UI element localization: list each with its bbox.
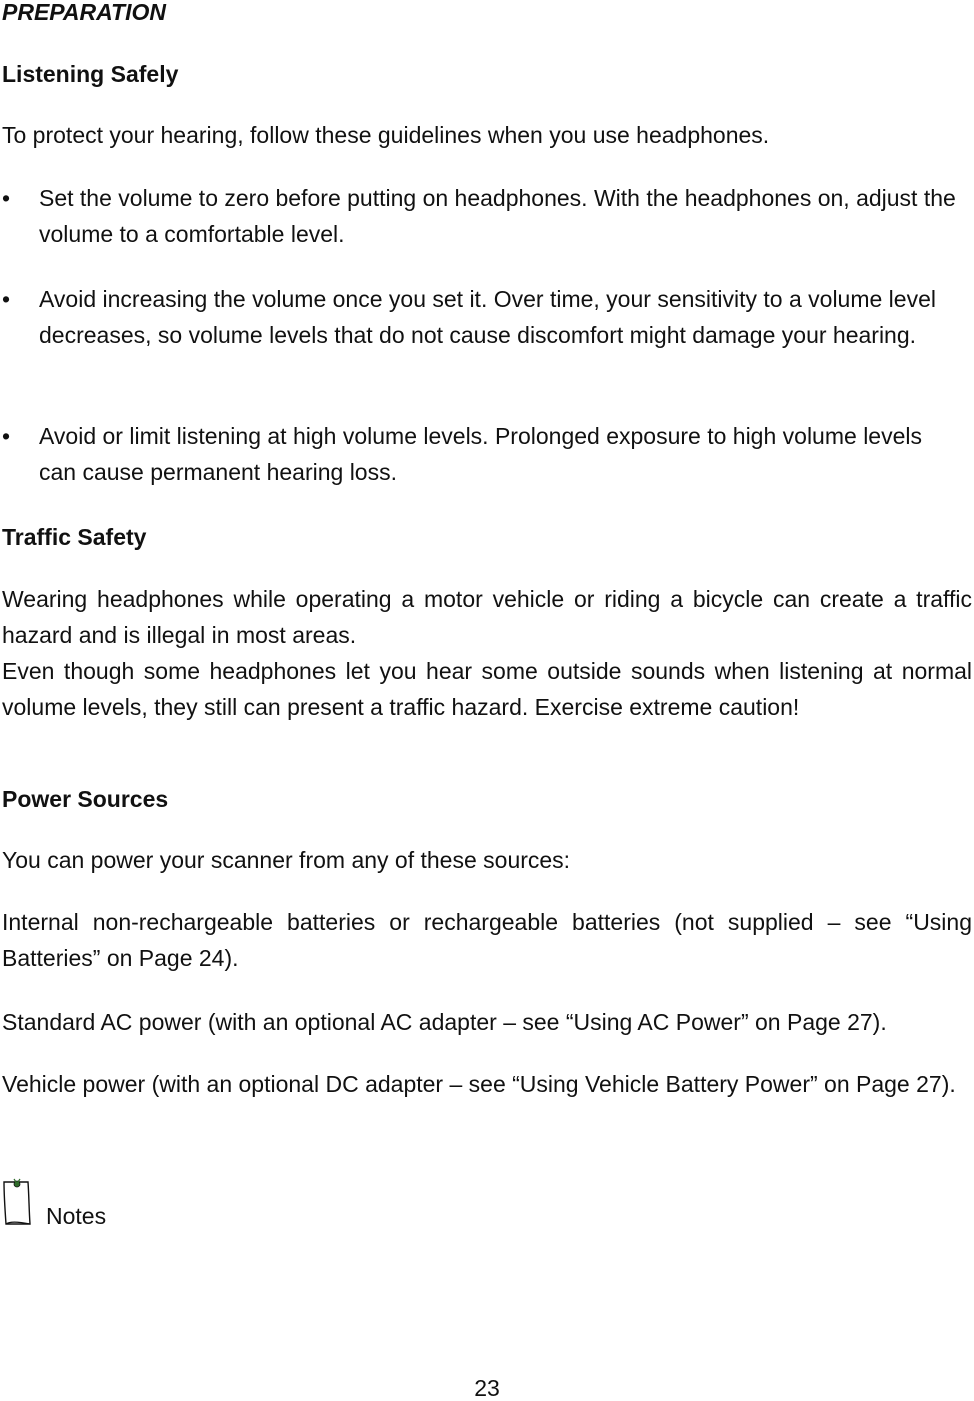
bullet-text: Avoid or limit listening at high volume levels. Prolonged exposure to high volume levels can cause permanent hearing loss. (39, 423, 922, 485)
heading-listening-safely: Listening Safely (2, 61, 179, 87)
paragraph-listening-intro: To protect your hearing, follow these guidelines when you use headphones. (2, 122, 770, 148)
heading-traffic-safety: Traffic Safety (2, 524, 147, 550)
page-number: 23 (474, 1375, 500, 1401)
notes-label: Notes (46, 1203, 107, 1229)
paragraph-power-vehicle: Vehicle power (with an optional DC adapter – see “Using Vehicle Battery Power” on Page 27). (2, 1071, 956, 1097)
paragraph-traffic-1: Wearing headphones while operating a motor vehicle or riding a bicycle can create a traffic hazard and is illegal in most areas. (2, 586, 972, 648)
bullet-mark: • (2, 423, 11, 449)
bullet-text: Avoid increasing the volume once you set it. Over time, your sensitivity to a volume level decreases, so volume levels that do not cause discomfort might damage your hearing. (39, 286, 936, 348)
heading-power-sources: Power Sources (2, 786, 169, 812)
notes-row (0, 1172, 200, 1232)
bullet-text: Set the volume to zero before putting on headphones. With the headphones on, adjust the volume to a comfortable level. (39, 185, 956, 247)
paragraph-power-intro: You can power your scanner from any of these sources: (2, 847, 571, 873)
section-title: PREPARATION (2, 0, 166, 25)
note-paper-icon (0, 1178, 40, 1228)
bullet-mark: • (2, 185, 11, 211)
paragraph-power-ac: Standard AC power (with an optional AC adapter – see “Using AC Power” on Page 27). (2, 1009, 887, 1035)
bullet-mark: • (2, 286, 11, 312)
paragraph-power-batteries: Internal non-rechargeable batteries or rechargeable batteries (not supplied – see “Using Batteries” on Page 24). (2, 909, 972, 971)
paragraph-traffic-2: Even though some headphones let you hear some outside sounds when listening at normal volume levels, they still can present a traffic hazard. Exercise extreme caution! (2, 658, 972, 720)
